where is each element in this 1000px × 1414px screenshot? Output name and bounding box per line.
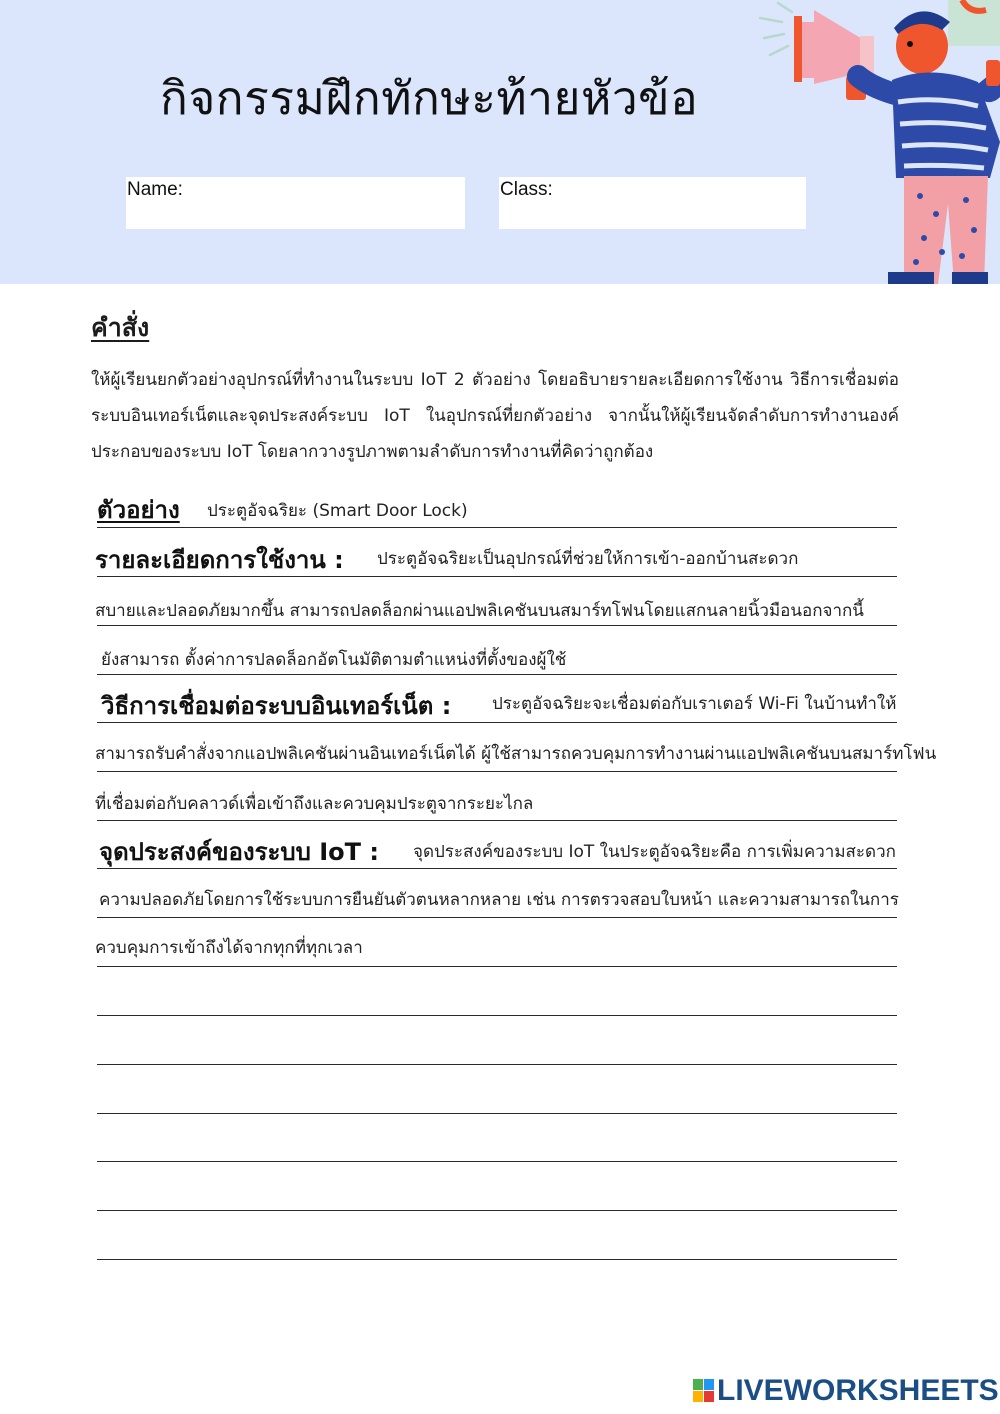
example-label: ตัวอย่าง bbox=[97, 496, 180, 524]
instructions-heading: คำสั่ง bbox=[91, 313, 150, 342]
name-input[interactable] bbox=[126, 205, 465, 227]
instruction-line: ให้ผู้เรียนยกตัวอย่างอุปกรณ์ที่ทำงานในระบบ IoT 2 ตัวอย่าง โดยอธิบายรายละเอียดการใช้งาน วิธีการเชื่อมต่อ bbox=[91, 370, 899, 390]
connection-line: ที่เชื่อมต่อกับคลาวด์เพื่อเข้าถึงและควบคุมประตูจากระยะไกล bbox=[95, 794, 534, 814]
class-label: Class: bbox=[500, 179, 553, 200]
answer-rule bbox=[97, 674, 897, 675]
answer-rule bbox=[97, 820, 897, 821]
liveworksheets-logo-icon bbox=[693, 1379, 715, 1403]
usage-line: ประตูอัจฉริยะเป็นอุปกรณ์ที่ช่วยให้การเข้า-ออกบ้านสะดวก bbox=[377, 549, 799, 569]
purpose-label: จุดประสงค์ของระบบ IoT : bbox=[99, 838, 379, 866]
empty-answer-rule bbox=[97, 1015, 897, 1016]
usage-line: ยังสามารถ ตั้งค่าการปลดล็อกอัตโนมัติตามตำแหน่งที่ตั้งของผู้ใช้ bbox=[101, 650, 567, 670]
connection-line: สามารถรับคำสั่งจากแอปพลิเคชันผ่านอินเทอร์เน็ตได้ ผู้ใช้สามารถควบคุมการทำงานผ่านแอปพลิเคชันบนสมาร์ทโฟน bbox=[95, 744, 937, 764]
answer-rule bbox=[97, 527, 897, 528]
purpose-line: ความปลอดภัยโดยการใช้ระบบการยืนยันตัวตนหลากหลาย เช่น การตรวจสอบใบหน้า และความสามารถในการ bbox=[99, 890, 899, 910]
instruction-line: ระบบอินเทอร์เน็ตและจุดประสงค์ระบบ IoT ในอุปกรณ์ที่ยกตัวอย่าง จากนั้นให้ผู้เรียนจัดลำดับการทำงานองค์ bbox=[91, 406, 899, 426]
worksheet-header bbox=[0, 0, 1000, 284]
purpose-line: ควบคุมการเข้าถึงได้จากทุกที่ทุกเวลา bbox=[95, 938, 363, 958]
answer-rule bbox=[97, 771, 897, 772]
answer-rule bbox=[97, 722, 897, 723]
answer-rule bbox=[97, 868, 897, 869]
megaphone-person-illustration bbox=[752, 0, 1000, 284]
name-label: Name: bbox=[127, 179, 183, 200]
answer-rule bbox=[97, 625, 897, 626]
liveworksheets-brand-text: LIVEWORKSHEETS bbox=[717, 1374, 999, 1407]
usage-line: สบายและปลอดภัยมากขึ้น สามารถปลดล็อกผ่านแอปพลิเคชันบนสมาร์ทโฟนโดยแสกนลายนิ้วมือนอกจากนี้ bbox=[95, 601, 864, 621]
name-field[interactable] bbox=[126, 177, 465, 229]
empty-answer-rule bbox=[97, 1259, 897, 1260]
answer-rule bbox=[97, 917, 897, 918]
instruction-line: ประกอบของระบบ IoT โดยลากวางรูปภาพตามลำดับการทำงานที่คิดว่าถูกต้อง bbox=[91, 442, 654, 462]
empty-answer-rule bbox=[97, 1161, 897, 1162]
liveworksheets-logo[interactable] bbox=[693, 1373, 999, 1409]
purpose-line: จุดประสงค์ของระบบ IoT ในประตูอัจฉริยะคือ การเพิ่มความสะดวก bbox=[413, 842, 896, 862]
usage-label: รายละเอียดการใช้งาน : bbox=[95, 546, 344, 574]
answer-rule bbox=[97, 966, 897, 967]
example-value: ประตูอัจฉริยะ (Smart Door Lock) bbox=[207, 501, 468, 521]
empty-answer-rule bbox=[97, 1113, 897, 1114]
empty-answer-rule bbox=[97, 1064, 897, 1065]
worksheet-title: กิจกรรมฝึกทักษะท้ายหัวข้อ bbox=[160, 71, 699, 125]
connection-label: วิธีการเชื่อมต่อระบบอินเทอร์เน็ต : bbox=[101, 692, 452, 720]
empty-answer-rule bbox=[97, 1210, 897, 1211]
connection-line: ประตูอัจฉริยะจะเชื่อมต่อกับเราเตอร์ Wi-Fi ในบ้านทำให้ bbox=[492, 694, 897, 714]
answer-rule bbox=[97, 576, 897, 577]
